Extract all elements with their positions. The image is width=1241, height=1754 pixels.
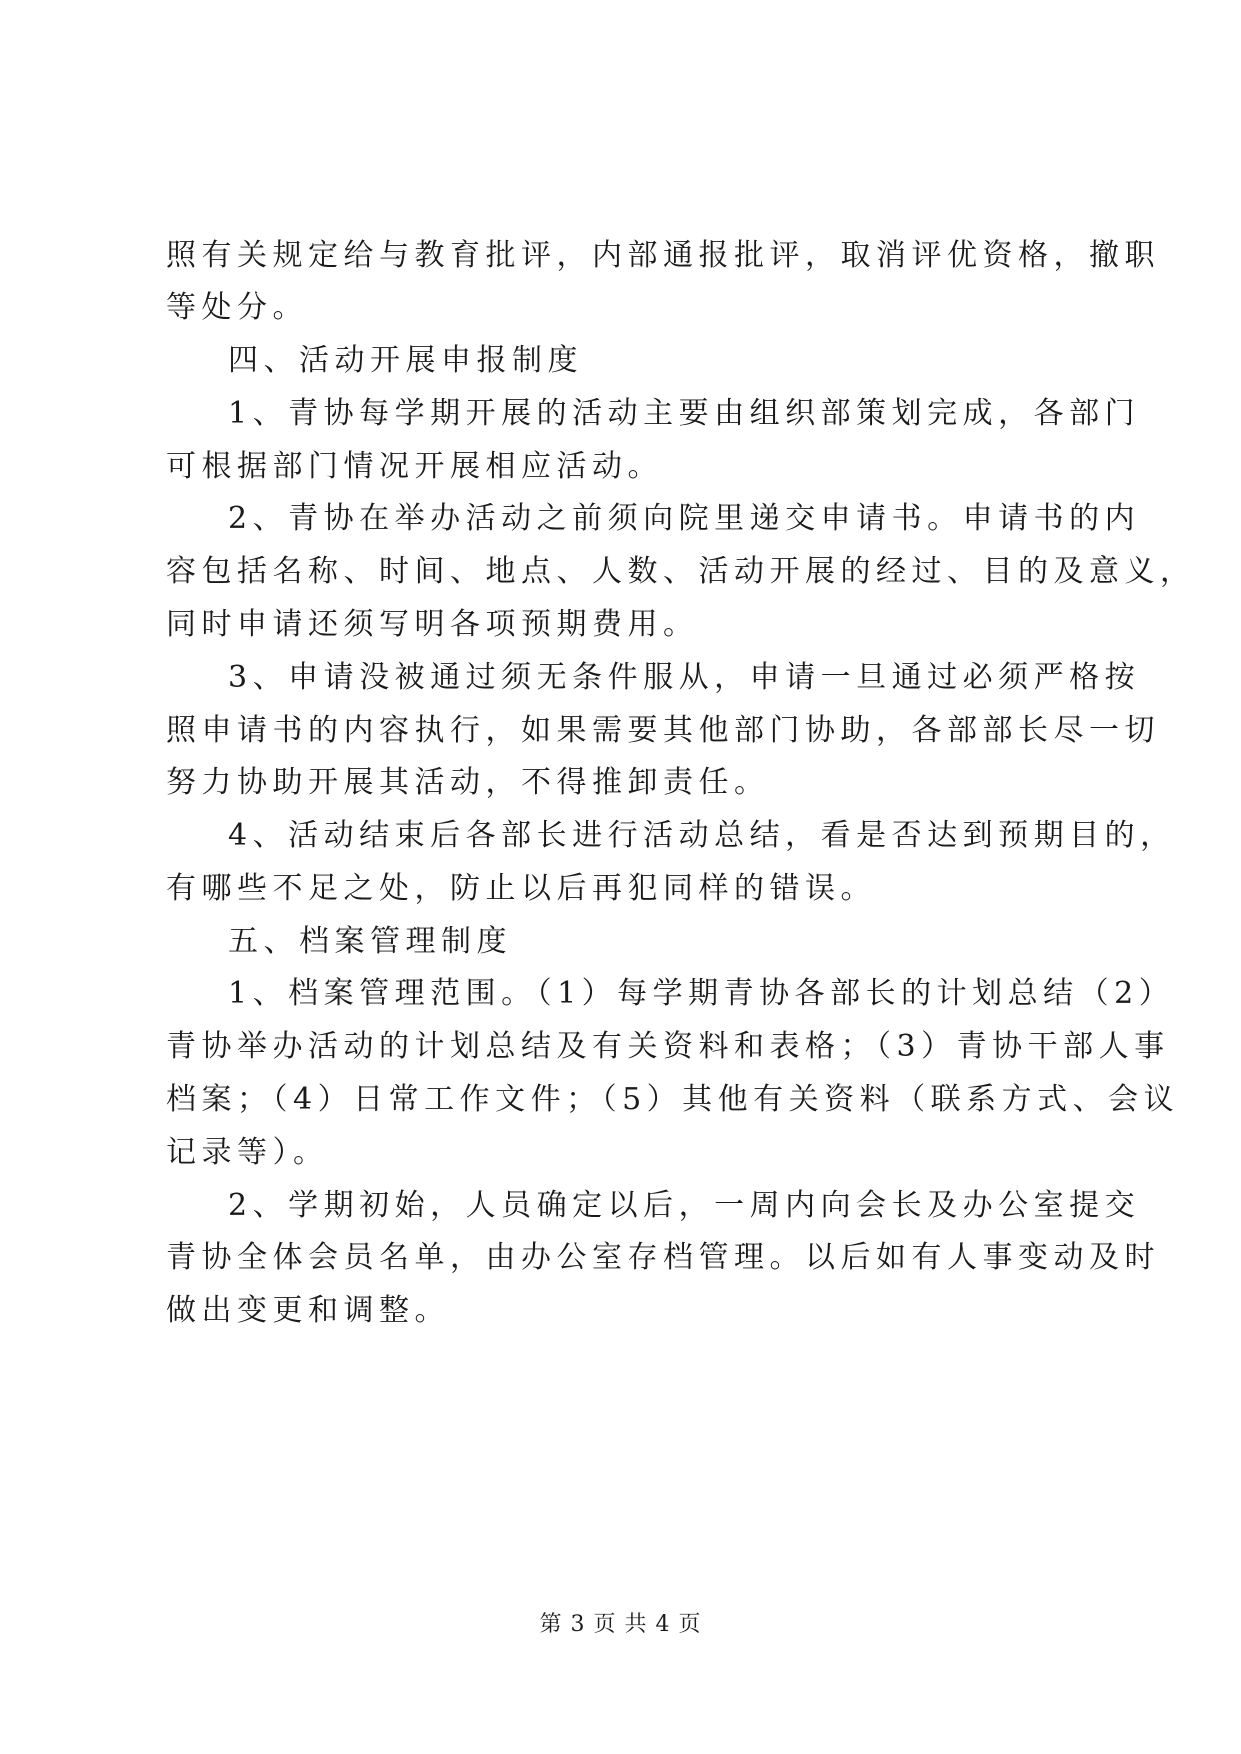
text-line: 做出变更和调整。 xyxy=(166,1293,450,1328)
text-line: 4、活动结束后各部长进行活动总结，看是否达到预期目的， xyxy=(228,818,1176,853)
text-line: 容包括名称、时间、地点、人数、活动开展的经过、目的及意义， xyxy=(166,554,1196,589)
text-line: 2、青协在举办活动之前须向院里递交申请书。申请书的内 xyxy=(228,501,1141,536)
section-heading: 五、档案管理制度 xyxy=(228,924,512,959)
text-line: 照申请书的内容执行，如果需要其他部门协助，各部部长尽一切 xyxy=(166,713,1160,748)
page-number-footer: 第 3 页 共 4 页 xyxy=(539,1612,702,1637)
text-line: 有哪些不足之处，防止以后再犯同样的错误。 xyxy=(166,871,876,906)
text-line: 记录等）。 xyxy=(166,1135,329,1170)
text-line: 1、档案管理范围。（1）每学期青协各部长的计划总结（2） xyxy=(228,976,1175,1011)
text-line: 档案；（4）日常工作文件；（5）其他有关资料（联系方式、会议 xyxy=(166,1082,1180,1117)
text-line: 青协全体会员名单，由办公室存档管理。以后如有人事变动及时 xyxy=(166,1240,1160,1275)
text-line: 照有关规定给与教育批评，内部通报批评，取消评优资格，撤职 xyxy=(166,238,1160,273)
text-line: 3、申请没被通过须无条件服从，申请一旦通过必须严格按 xyxy=(228,660,1141,695)
text-line: 1、青协每学期开展的活动主要由组织部策划完成，各部门 xyxy=(228,396,1141,431)
text-line: 努力协助开展其活动，不得推卸责任。 xyxy=(166,765,770,800)
text-line: 可根据部门情况开展相应活动。 xyxy=(166,449,663,484)
text-line: 同时申请还须写明各项预期费用。 xyxy=(166,607,699,642)
text-line: 青协举办活动的计划总结及有关资料和表格；（3）青协干部人事 xyxy=(166,1029,1170,1064)
section-heading: 四、活动开展申报制度 xyxy=(228,343,583,378)
text-line: 等处分。 xyxy=(166,290,308,325)
text-line: 2、学期初始，人员确定以后，一周内向会长及办公室提交 xyxy=(228,1188,1141,1223)
